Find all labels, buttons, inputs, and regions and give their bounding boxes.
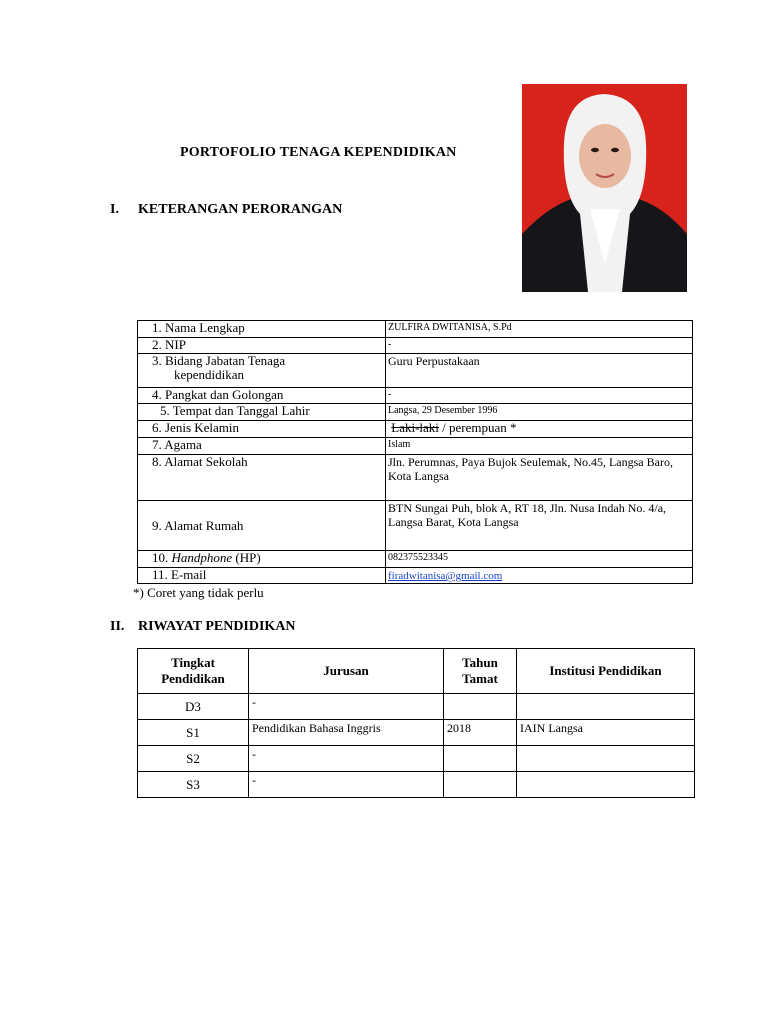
education-table — [137, 648, 695, 798]
cell-institution: IAIN Langsa — [517, 720, 695, 746]
field-label: 11. E-mail — [138, 568, 386, 584]
profile-photo — [522, 84, 687, 292]
cell-year — [444, 746, 517, 772]
section-title: KETERANGAN PERORANGAN — [138, 202, 343, 217]
cell-year — [444, 772, 517, 798]
cell-institution — [517, 772, 695, 798]
field-label: 8. Alamat Sekolah — [138, 455, 386, 501]
table-row — [138, 354, 693, 388]
field-label: 1. Nama Lengkap — [138, 321, 386, 338]
cell-major: - — [249, 694, 444, 720]
field-label: 6. Jenis Kelamin — [138, 421, 386, 438]
field-value-rank: - — [386, 388, 693, 404]
table-row — [138, 568, 693, 584]
table-row — [138, 404, 693, 421]
field-label-prefix: 10. — [152, 550, 169, 565]
document-title: PORTOFOLIO TENAGA KEPENDIDIKAN — [180, 145, 457, 160]
field-value-email — [386, 568, 693, 584]
table-row — [138, 438, 693, 455]
cell-level: S2 — [138, 746, 249, 772]
cell-major: Pendidikan Bahasa Inggris — [249, 720, 444, 746]
field-label — [138, 551, 386, 568]
cell-institution — [517, 694, 695, 720]
gender-option-struck: Laki-laki — [391, 420, 439, 435]
cell-level: S1 — [138, 720, 249, 746]
field-value-phone: 082375523345 — [386, 551, 693, 568]
table-row — [138, 501, 693, 551]
table-row — [138, 694, 695, 720]
table-row — [138, 388, 693, 404]
section-heading-personal — [110, 202, 342, 218]
field-label — [138, 354, 386, 388]
field-value-religion: Islam — [386, 438, 693, 455]
table-row — [138, 421, 693, 438]
footnote: *) Coret yang tidak perlu — [133, 585, 264, 600]
field-label-line: kependidikan — [174, 367, 245, 382]
cell-major: - — [249, 772, 444, 798]
cell-year: 2018 — [444, 720, 517, 746]
table-row — [138, 321, 693, 338]
table-row — [138, 551, 693, 568]
table-row — [138, 455, 693, 501]
email-link[interactable]: firadwitanisa@gmail.com — [388, 570, 503, 582]
field-label: 9. Alamat Rumah — [138, 501, 386, 551]
table-row — [138, 746, 695, 772]
personal-info-table — [137, 320, 693, 584]
section-number: II. — [110, 619, 125, 634]
field-label-line: 3. Bidang Jabatan Tenaga — [152, 353, 286, 368]
field-value-nip: - — [386, 338, 693, 354]
column-header-institution: Institusi Pendidikan — [517, 649, 695, 694]
person-portrait-icon — [522, 84, 687, 292]
header-line: Tingkat — [171, 655, 215, 670]
field-value-name: ZULFIRA DWITANISA, S.Pd — [386, 321, 693, 338]
cell-level: S3 — [138, 772, 249, 798]
table-row — [138, 772, 695, 798]
field-label: 4. Pangkat dan Golongan — [138, 388, 386, 404]
section-number: I. — [110, 202, 119, 217]
cell-major: - — [249, 746, 444, 772]
column-header-year — [444, 649, 517, 694]
field-value-home-address: BTN Sungai Puh, blok A, RT 18, Jln. Nusa Indah No. 4/a, Langsa Barat, Kota Langsa — [386, 501, 693, 551]
field-label: 2. NIP — [138, 338, 386, 354]
field-value-position: Guru Perpustakaan — [386, 354, 693, 388]
column-header-major: Jurusan — [249, 649, 444, 694]
column-header-level — [138, 649, 249, 694]
field-label — [138, 404, 386, 421]
field-value-gender — [386, 421, 693, 438]
cell-institution — [517, 746, 695, 772]
section-heading-education — [110, 619, 296, 635]
gender-option: / perempuan * — [442, 420, 517, 435]
field-label-text: 5. Tempat dan Tanggal Lahir — [160, 403, 310, 418]
table-row — [138, 338, 693, 354]
cell-level: D3 — [138, 694, 249, 720]
header-line: Tahun — [462, 655, 498, 670]
field-label-italic: Handphone — [171, 550, 233, 565]
section-title: RIWAYAT PENDIDIKAN — [138, 619, 296, 634]
header-line: Tamat — [462, 671, 498, 686]
field-value-birth: Langsa, 29 Desember 1996 — [386, 404, 693, 421]
field-value-school-address: Jln. Perumnas, Paya Bujok Seulemak, No.45, Langsa Baro, Kota Langsa — [386, 455, 693, 501]
field-label: 7. Agama — [138, 438, 386, 455]
table-row — [138, 720, 695, 746]
cell-year — [444, 694, 517, 720]
field-label-suffix: (HP) — [235, 550, 261, 565]
table-header-row — [138, 649, 695, 694]
header-line: Pendidikan — [161, 671, 225, 686]
